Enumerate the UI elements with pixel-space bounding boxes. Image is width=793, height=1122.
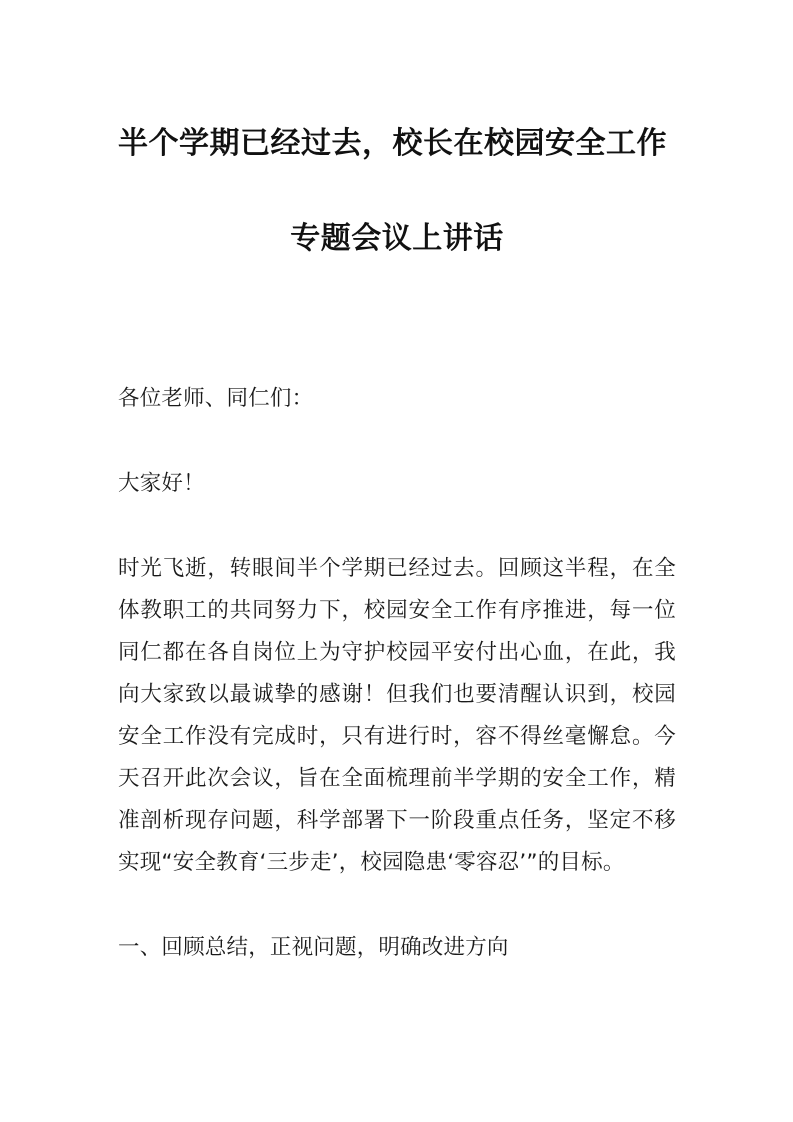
- greeting-text: 大家好！: [118, 471, 205, 496]
- body-paragraph: 时光飞逝，转眼间半个学期已经过去。回顾这半程，在全体教职工的共同努力下，校园安全工作有序推进，每一位同仁都在各自岗位上为守护校园平安付出心血，在此，我向大家致以最诚挚的感谢！但我们也要清醒认识到，校园安全工作没有完成时，只有进行时，容不得丝毫懈怠。今天召开此次会议，旨在全面梳理前半学期的安全工作，精准剖析现存问题，科学部署下一阶段重点任务，坚定不移实现“安全教育‘三步走’，校园隐患‘零容忍’”的目标。: [118, 556, 676, 875]
- page-title-line-1: 半个学期已经过去，校长在校园安全工作: [118, 126, 667, 161]
- document-content: [118, 118, 676, 969]
- page-title: [118, 118, 676, 265]
- section-heading-1: 一、回顾总结，正视问题，明确改进方向: [118, 935, 509, 960]
- page-title-line-2: 专题会议上讲话: [290, 221, 504, 256]
- salutation-text: 各位老师、同仁们：: [118, 386, 314, 411]
